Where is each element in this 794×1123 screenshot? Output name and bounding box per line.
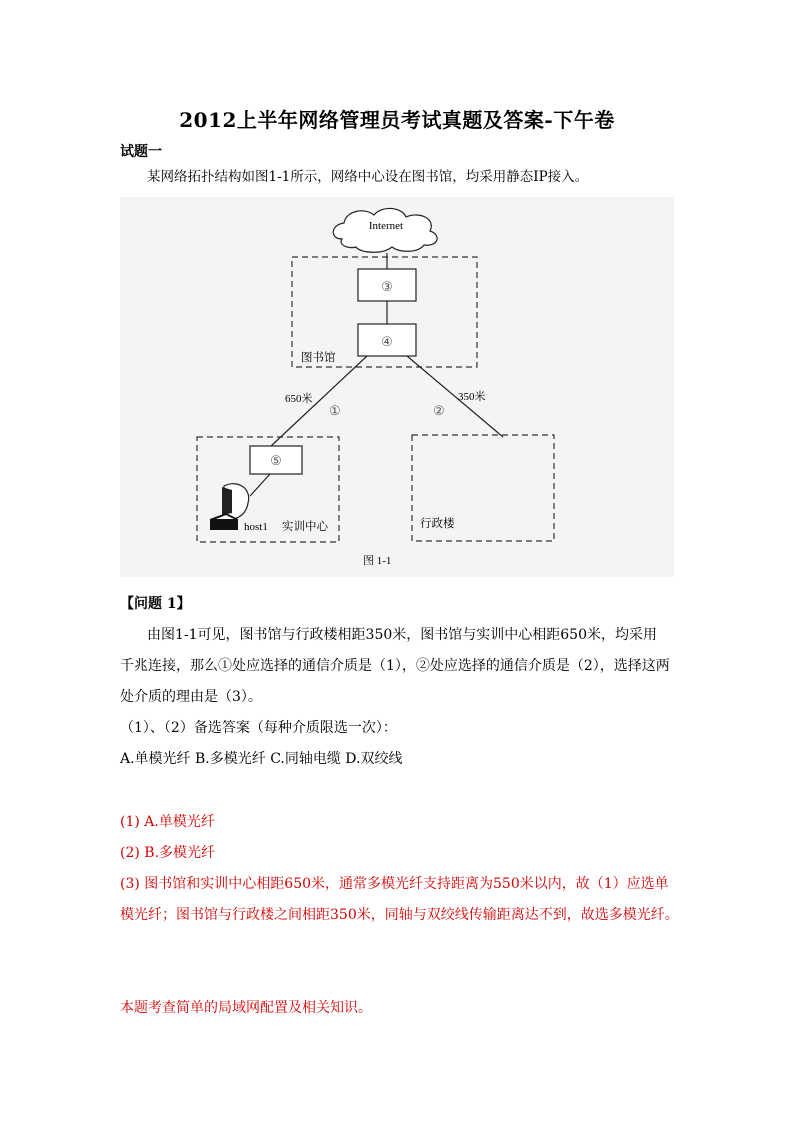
answer-2: (2) B.多模光纤 (120, 845, 216, 861)
options-list: A.单模光纤 B.多模光纤 C.同轴电缆 D.双绞线 (120, 751, 403, 767)
question-intro: 某网络拓扑结构如图1-1所示，网络中心设在图书馆，均采用静态IP接入。 (147, 169, 589, 185)
answer-3-line-2: 模光纤；图书馆与行政楼之间相距350米，同轴与双绞线传输距离达不到，故选多模光纤。 (120, 907, 679, 923)
figure-caption: 图 1-1 (363, 555, 392, 567)
right-distance-label: 350米 (458, 391, 486, 403)
question-heading: 试题一 (120, 144, 162, 160)
box4-label: ④ (381, 334, 393, 349)
library-label: 图书馆 (301, 352, 336, 364)
network-topology-figure (120, 197, 674, 577)
problem-text-line-1: 由图1-1可见，图书馆与行政楼相距350米，图书馆与实训中心相距650米，均采用 (147, 627, 657, 643)
box3-label: ③ (381, 279, 393, 294)
problem-text-line-2: 千兆连接，那么①处应选择的通信介质是（1），②处应选择的通信介质是（2），选择这两 (120, 658, 670, 674)
box5-label: ⑤ (270, 453, 282, 468)
marker-1: ① (329, 403, 341, 418)
training-label: 实训中心 (282, 521, 328, 533)
problem-text-line-3: 处介质的理由是（3）。 (120, 689, 262, 705)
figure-background (120, 197, 674, 577)
answer-1: (1) A.单模光纤 (120, 814, 215, 830)
answer-note: 本题考查简单的局域网配置及相关知识。 (120, 1000, 372, 1016)
marker-2: ② (433, 403, 445, 418)
options-heading: （1）、（2）备选答案（每种介质限选一次）： (120, 720, 397, 736)
page-title: 2012上半年网络管理员考试真题及答案-下午卷 (179, 108, 615, 132)
admin-label: 行政楼 (420, 518, 455, 530)
answer-3-line-1: (3) 图书馆和实训中心相距650米，通常多模光纤支持距离为550米以内，故（1）应选单 (120, 876, 669, 892)
left-distance-label: 650米 (285, 393, 313, 405)
problem-heading: 【问题 1】 (120, 596, 191, 612)
internet-label: Internet (368, 220, 404, 232)
host-label: host1 (244, 521, 268, 533)
